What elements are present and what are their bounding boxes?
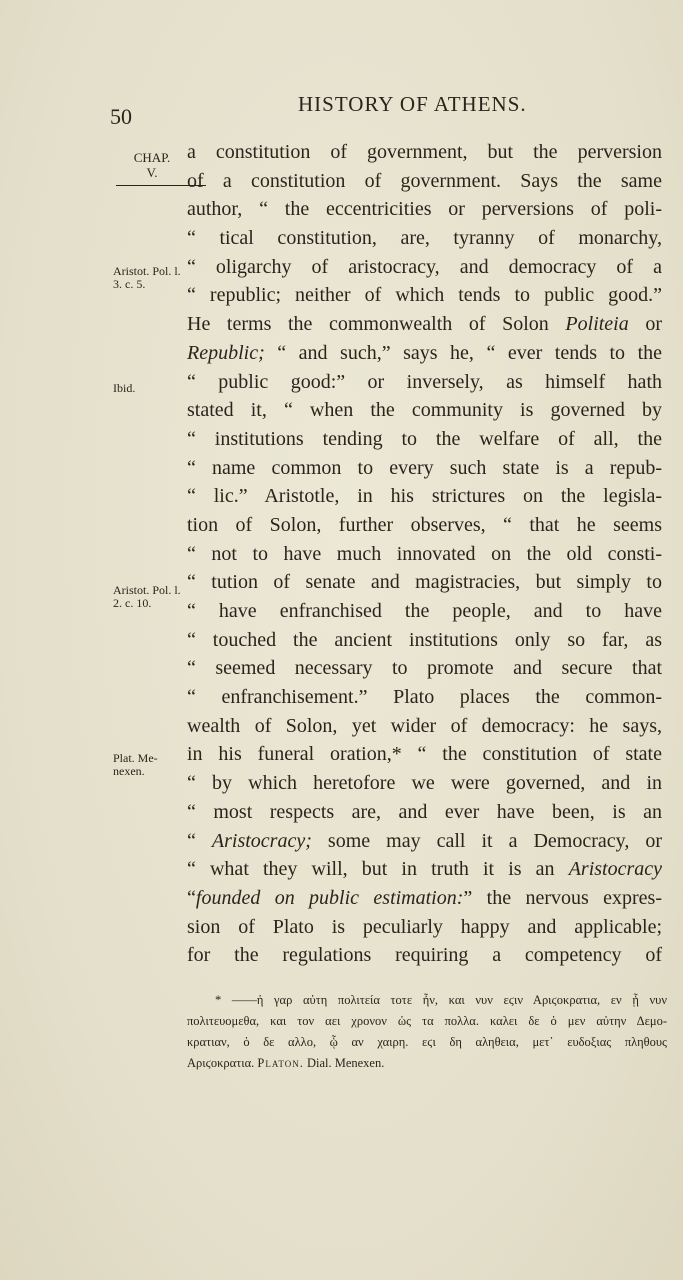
text-line: “ seemed necessary to promote and secure that	[187, 657, 662, 680]
text-line: “ most respects are, and ever have been, is an	[187, 800, 662, 823]
text-line	[187, 855, 662, 884]
text-line: a constitution of government, but the perversion	[187, 141, 662, 163]
text-line: “ have enfranchised the people, and to have	[187, 600, 662, 622]
text-line: for the regulations requiring a competency of	[187, 944, 662, 967]
footnote	[187, 990, 667, 1074]
margin-note-ibid: Ibid.	[113, 381, 136, 395]
text-segment: “ and such,” says he, “ ever tends to the	[277, 341, 663, 364]
footnote-line	[187, 1053, 667, 1074]
text-line: “ oligarchy of aristocracy, and democracy of a	[187, 255, 662, 278]
page-number: 50	[110, 104, 132, 129]
footnote-line: * ——ἡ γαρ αὐτη πολιτεία τοτε ἦν, και νυν εϛιν Αριϛοκρατια, εν ᾗ νυν	[215, 993, 667, 1007]
margin-note-plat-menexen: Plat. Me-nexen.	[113, 751, 158, 778]
text-line: stated it, “ when the community is governed by	[187, 399, 662, 422]
text-line: author, “ the eccentricities or perversions of poli-	[187, 198, 662, 221]
text-line: tion of Solon, further observes, “ that he seems	[187, 513, 662, 536]
chapter-heading	[122, 150, 182, 180]
text-line: “ public good:” or inversely, as himself hath	[187, 370, 662, 393]
italic-term: Aristocracy;	[211, 829, 312, 852]
text-line: of a constitution of government. Says the same	[187, 169, 662, 192]
text-line: “ tical constitution, are, tyranny of monarchy,	[187, 227, 662, 250]
text-line	[187, 884, 662, 913]
text-line: “ institutions tending to the welfare of all, the	[187, 427, 662, 450]
text-line: sion of Plato is peculiarly happy and applicable;	[187, 915, 662, 938]
text-line: “ touched the ancient institutions only so far, as	[187, 628, 662, 651]
footnote-author: Platon.	[257, 1056, 304, 1070]
main-text	[187, 138, 662, 970]
chapter-label: CHAP.	[133, 150, 171, 165]
text-segment: “	[187, 829, 196, 852]
italic-term: Politeia	[565, 313, 629, 336]
text-segment: “	[187, 886, 196, 909]
text-line	[187, 827, 662, 856]
text-line	[187, 339, 662, 368]
text-line: “ by which heretofore we were governed, and in	[187, 772, 662, 795]
text-line: “ republic; neither of which tends to public good.”	[187, 284, 662, 307]
italic-term: Republic;	[187, 341, 265, 364]
text-segment: He terms the commonwealth of Solon	[187, 313, 549, 336]
text-line: “ not to have much innovated on the old consti-	[187, 542, 662, 565]
text-segment: “ what they will, but in truth it is an	[187, 858, 555, 881]
footnote-greek: Αριϛοκρατια.	[187, 1056, 255, 1070]
chapter-number: V.	[146, 165, 158, 180]
italic-term: founded on public estimation:	[195, 886, 464, 909]
margin-note-aristot-pol-2: Aristot. Pol. l. 2. c. 10.	[113, 583, 181, 610]
running-title: HISTORY OF ATHENS.	[298, 92, 527, 116]
text-segment: some may call it a Democracy, or	[327, 829, 663, 852]
text-line: “ enfranchisement.” Plato places the common-	[187, 686, 662, 709]
text-line: wealth of Solon, yet wider of democracy: he says,	[187, 714, 662, 737]
text-line: “ name common to every such state is a repub-	[187, 456, 662, 479]
text-line: in his funeral oration,* “ the constitution of state	[187, 743, 662, 766]
text-line: “ tution of senate and magistracies, but simply to	[187, 571, 662, 594]
margin-note-aristot-pol-1: Aristot. Pol. l. 3. c. 5.	[113, 264, 181, 291]
text-segment: ” the nervous expres-	[463, 886, 662, 909]
italic-term: Aristocracy	[568, 858, 662, 881]
footnote-line: κρατιαν, ὁ δε αλλο, ᾧ αν χαιρη. εϛι δη αληθεια, μετ᾽ ευδοξιας πληθους	[187, 1035, 667, 1049]
footnote-source: Dial. Menexen.	[306, 1056, 385, 1070]
text-segment: or	[645, 313, 663, 336]
text-line: “ lic.” Aristotle, in his strictures on the legisla-	[187, 485, 662, 508]
text-line	[187, 310, 662, 339]
footnote-line: πολιτευομεθα, και τον αει χρονον ὡς τα πολλα. καλει δε ὁ μεν αὐτην Δεμο-	[187, 1014, 667, 1028]
